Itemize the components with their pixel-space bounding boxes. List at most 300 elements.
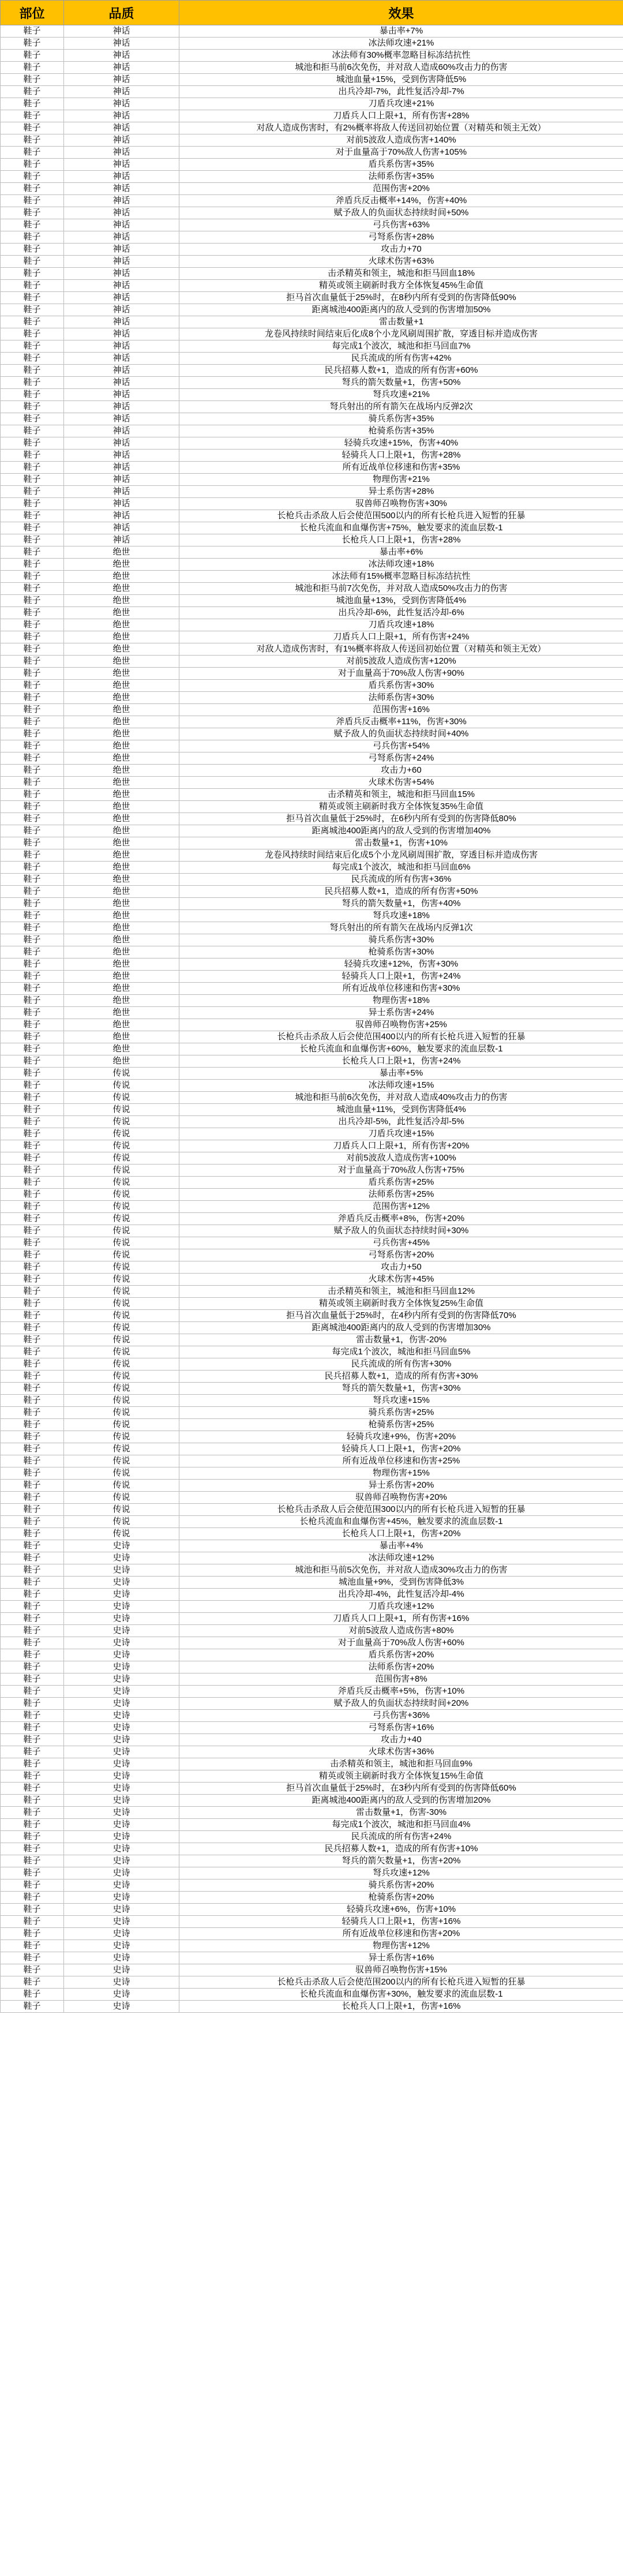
- quality-cell: 史诗: [64, 1540, 179, 1552]
- table-row: [1, 219, 623, 231]
- quality-cell: 史诗: [64, 1649, 179, 1661]
- effect-cell: 枪骑系伤害+35%: [179, 425, 623, 437]
- effect-cell: 轻骑兵人口上限+1，伤害+16%: [179, 1916, 623, 1928]
- quality-cell: 神话: [64, 122, 179, 134]
- effect-cell: 精英或领主刷新时我方全体恢复45%生命值: [179, 280, 623, 292]
- effect-cell: 雷击数量+1，伤害-30%: [179, 1807, 623, 1819]
- quality-cell: 绝世: [64, 619, 179, 631]
- slot-cell: 鞋子: [1, 1734, 64, 1746]
- quality-cell: 神话: [64, 256, 179, 268]
- slot-cell: 鞋子: [1, 25, 64, 38]
- quality-cell: 绝世: [64, 692, 179, 704]
- slot-cell: 鞋子: [1, 219, 64, 231]
- effect-cell: 弩兵的箭矢数量+1，伤害+40%: [179, 898, 623, 910]
- effect-cell: 龙卷风持续时间结束后化成8个小龙风刷周围扩散，穿透目标并造成伤害: [179, 328, 623, 340]
- table-row: [1, 922, 623, 934]
- table-row: [1, 728, 623, 740]
- quality-cell: 神话: [64, 522, 179, 534]
- table-row: [1, 1928, 623, 1940]
- slot-cell: 鞋子: [1, 1225, 64, 1237]
- slot-cell: 鞋子: [1, 752, 64, 765]
- slot-cell: 鞋子: [1, 510, 64, 522]
- effect-cell: 出兵冷却-6%，此性复活冷却-6%: [179, 607, 623, 619]
- table-row: [1, 1940, 623, 1952]
- quality-cell: 神话: [64, 534, 179, 546]
- slot-cell: 鞋子: [1, 1116, 64, 1128]
- table-row: [1, 983, 623, 995]
- effect-cell: 斧盾兵反击概率+14%，伤害+40%: [179, 195, 623, 207]
- quality-cell: 绝世: [64, 656, 179, 668]
- quality-cell: 传说: [64, 1492, 179, 1504]
- slot-cell: 鞋子: [1, 1613, 64, 1625]
- slot-cell: 鞋子: [1, 813, 64, 825]
- effect-cell: 对敌人造成伤害时，有1%概率将敌人传送回初始位置（对精英和领主无效）: [179, 643, 623, 656]
- slot-cell: 鞋子: [1, 740, 64, 752]
- table-row: [1, 377, 623, 389]
- effect-cell: 每完成1个波次，城池和拒马回血6%: [179, 862, 623, 874]
- effect-cell: 枪骑系伤害+25%: [179, 1419, 623, 1431]
- quality-cell: 神话: [64, 74, 179, 86]
- table-row: [1, 1443, 623, 1455]
- effect-cell: 出兵冷却-7%，此性复活冷却-7%: [179, 86, 623, 98]
- effect-cell: 刀盾兵人口上限+1，所有伤害+20%: [179, 1140, 623, 1152]
- slot-cell: 鞋子: [1, 995, 64, 1007]
- quality-cell: 绝世: [64, 922, 179, 934]
- table-row: [1, 328, 623, 340]
- slot-cell: 鞋子: [1, 1019, 64, 1031]
- quality-cell: 绝世: [64, 765, 179, 777]
- slot-cell: 鞋子: [1, 631, 64, 643]
- effect-cell: 拒马首次血量低于25%时，在8秒内所有受到的伤害降低90%: [179, 292, 623, 304]
- effect-cell: 击杀精英和领主，城池和拒马回血9%: [179, 1758, 623, 1770]
- table-row: [1, 1879, 623, 1892]
- table-row: [1, 437, 623, 450]
- effect-cell: 物理伤害+21%: [179, 474, 623, 486]
- slot-cell: 鞋子: [1, 1007, 64, 1019]
- table-row: [1, 704, 623, 716]
- quality-cell: 史诗: [64, 1916, 179, 1928]
- table-row: [1, 656, 623, 668]
- quality-cell: 神话: [64, 98, 179, 110]
- effect-cell: 物理伤害+18%: [179, 995, 623, 1007]
- quality-cell: 史诗: [64, 1589, 179, 1601]
- table-row: [1, 1092, 623, 1104]
- slot-cell: 鞋子: [1, 292, 64, 304]
- slot-cell: 鞋子: [1, 1892, 64, 1904]
- quality-cell: 史诗: [64, 1843, 179, 1855]
- slot-cell: 鞋子: [1, 244, 64, 256]
- slot-cell: 鞋子: [1, 1431, 64, 1443]
- table-row: [1, 25, 623, 38]
- effect-cell: 骑兵系伤害+20%: [179, 1879, 623, 1892]
- slot-cell: 鞋子: [1, 474, 64, 486]
- effect-cell: 驭兽师召唤物伤害+20%: [179, 1492, 623, 1504]
- slot-cell: 鞋子: [1, 1661, 64, 1673]
- slot-cell: 鞋子: [1, 801, 64, 813]
- quality-cell: 史诗: [64, 1601, 179, 1613]
- effect-cell: 范围伤害+8%: [179, 1673, 623, 1686]
- quality-cell: 神话: [64, 38, 179, 50]
- slot-cell: 鞋子: [1, 559, 64, 571]
- table-row: [1, 668, 623, 680]
- effect-cell: 弩兵的箭矢数量+1，伤害+50%: [179, 377, 623, 389]
- slot-cell: 鞋子: [1, 38, 64, 50]
- slot-cell: 鞋子: [1, 1625, 64, 1637]
- header-effect: 效果: [179, 1, 623, 25]
- effect-cell: 异士系伤害+20%: [179, 1480, 623, 1492]
- effect-cell: 每完成1个波次，城池和拒马回血5%: [179, 1346, 623, 1358]
- slot-cell: 鞋子: [1, 656, 64, 668]
- quality-cell: 传说: [64, 1286, 179, 1298]
- table-row: [1, 777, 623, 789]
- slot-cell: 鞋子: [1, 1601, 64, 1613]
- table-row: [1, 607, 623, 619]
- quality-cell: 史诗: [64, 1613, 179, 1625]
- table-row: [1, 1710, 623, 1722]
- effect-cell: 攻击力+60: [179, 765, 623, 777]
- header-quality: 品质: [64, 1, 179, 25]
- slot-cell: 鞋子: [1, 1310, 64, 1322]
- table-row: [1, 1310, 623, 1322]
- table-row: [1, 1213, 623, 1225]
- table-row: [1, 837, 623, 849]
- effect-cell: 城池血量+15%，受到伤害降低5%: [179, 74, 623, 86]
- effect-cell: 对于血量高于70%敌人伤害+90%: [179, 668, 623, 680]
- slot-cell: 鞋子: [1, 946, 64, 958]
- quality-cell: 神话: [64, 474, 179, 486]
- quality-cell: 绝世: [64, 716, 179, 728]
- table-row: [1, 1237, 623, 1249]
- quality-cell: 传说: [64, 1358, 179, 1371]
- quality-cell: 史诗: [64, 1819, 179, 1831]
- quality-cell: 绝世: [64, 837, 179, 849]
- effect-cell: 范围伤害+20%: [179, 183, 623, 195]
- effect-cell: 盾兵系伤害+25%: [179, 1177, 623, 1189]
- effect-cell: 弩兵射出的所有箭矢在战场内反弹1次: [179, 922, 623, 934]
- slot-cell: 鞋子: [1, 1540, 64, 1552]
- table-row: [1, 401, 623, 413]
- slot-cell: 鞋子: [1, 316, 64, 328]
- quality-cell: 神话: [64, 365, 179, 377]
- slot-cell: 鞋子: [1, 1104, 64, 1116]
- slot-cell: 鞋子: [1, 1964, 64, 1976]
- effect-cell: 长枪兵流血和血爆伤害+30%，触发要求的流血层数-1: [179, 1989, 623, 2001]
- effect-cell: 精英或领主刷新时我方全体恢复25%生命值: [179, 1298, 623, 1310]
- quality-cell: 传说: [64, 1395, 179, 1407]
- table-row: [1, 1116, 623, 1128]
- table-row: [1, 1989, 623, 2001]
- table-row: [1, 1346, 623, 1358]
- quality-cell: 绝世: [64, 546, 179, 559]
- effect-cell: 弩兵的箭矢数量+1，伤害+30%: [179, 1383, 623, 1395]
- table-row: [1, 1577, 623, 1589]
- quality-cell: 史诗: [64, 1976, 179, 1989]
- effect-cell: 法师系伤害+25%: [179, 1189, 623, 1201]
- quality-cell: 神话: [64, 462, 179, 474]
- slot-cell: 鞋子: [1, 789, 64, 801]
- slot-cell: 鞋子: [1, 1698, 64, 1710]
- effect-cell: 弩兵射出的所有箭矢在战场内反弹2次: [179, 401, 623, 413]
- table-row: [1, 1152, 623, 1165]
- effect-cell: 民兵流成的所有伤害+36%: [179, 874, 623, 886]
- effect-cell: 长枪兵击杀敌人后会使范围400以内的所有长枪兵进入短暂的狂暴: [179, 1031, 623, 1043]
- slot-cell: 鞋子: [1, 958, 64, 971]
- table-row: [1, 1395, 623, 1407]
- quality-cell: 神话: [64, 292, 179, 304]
- header-slot: 部位: [1, 1, 64, 25]
- table-row: [1, 1358, 623, 1371]
- effect-cell: 火球术伤害+54%: [179, 777, 623, 789]
- effect-cell: 盾兵系伤害+30%: [179, 680, 623, 692]
- table-row: [1, 886, 623, 898]
- slot-cell: 鞋子: [1, 365, 64, 377]
- table-row: [1, 1528, 623, 1540]
- effect-cell: 斧盾兵反击概率+11%，伤害+30%: [179, 716, 623, 728]
- table-row: [1, 1637, 623, 1649]
- effect-cell: 冰法师攻速+21%: [179, 38, 623, 50]
- effect-cell: 弩兵攻速+15%: [179, 1395, 623, 1407]
- table-row: [1, 1807, 623, 1819]
- slot-cell: 鞋子: [1, 1504, 64, 1516]
- effect-cell: 暴击率+6%: [179, 546, 623, 559]
- table-row: [1, 413, 623, 425]
- quality-cell: 传说: [64, 1407, 179, 1419]
- effect-cell: 距离城池400距离内的敌人受到的伤害增加50%: [179, 304, 623, 316]
- table-row: [1, 1419, 623, 1431]
- quality-cell: 神话: [64, 340, 179, 353]
- quality-cell: 传说: [64, 1334, 179, 1346]
- slot-cell: 鞋子: [1, 849, 64, 862]
- table-row: [1, 1892, 623, 1904]
- table-row: [1, 171, 623, 183]
- slot-cell: 鞋子: [1, 765, 64, 777]
- quality-cell: 神话: [64, 171, 179, 183]
- effect-cell: 赋予敌人的负面状态持续时间+50%: [179, 207, 623, 219]
- quality-cell: 绝世: [64, 777, 179, 789]
- effect-cell: 轻骑兵人口上限+1，伤害+24%: [179, 971, 623, 983]
- slot-cell: 鞋子: [1, 898, 64, 910]
- quality-cell: 绝世: [64, 958, 179, 971]
- quality-cell: 传说: [64, 1213, 179, 1225]
- effect-cell: 法师系伤害+30%: [179, 692, 623, 704]
- quality-cell: 绝世: [64, 1019, 179, 1031]
- table-row: [1, 971, 623, 983]
- slot-cell: 鞋子: [1, 1249, 64, 1261]
- quality-cell: 绝世: [64, 898, 179, 910]
- table-row: [1, 110, 623, 122]
- slot-cell: 鞋子: [1, 1516, 64, 1528]
- effect-cell: 对前5波敌人造成伤害+80%: [179, 1625, 623, 1637]
- effect-cell: 出兵冷却-5%，此性复活冷却-5%: [179, 1116, 623, 1128]
- table-row: [1, 304, 623, 316]
- slot-cell: 鞋子: [1, 413, 64, 425]
- effect-cell: 对于血量高于70%敌人伤害+60%: [179, 1637, 623, 1649]
- table-row: [1, 571, 623, 583]
- table-row: [1, 1007, 623, 1019]
- effect-cell: 弩兵攻速+12%: [179, 1867, 623, 1879]
- slot-cell: 鞋子: [1, 1819, 64, 1831]
- table-row: [1, 38, 623, 50]
- slot-cell: 鞋子: [1, 1928, 64, 1940]
- slot-cell: 鞋子: [1, 1710, 64, 1722]
- table-row: [1, 122, 623, 134]
- effect-cell: 城池和拒马前6次免伤，并对敌人造成60%攻击力的伤害: [179, 62, 623, 74]
- table-row: [1, 195, 623, 207]
- effect-cell: 雷击数量+1，伤害-20%: [179, 1334, 623, 1346]
- table-row: [1, 874, 623, 886]
- quality-cell: 史诗: [64, 1940, 179, 1952]
- effect-cell: 范围伤害+16%: [179, 704, 623, 716]
- slot-cell: 鞋子: [1, 1879, 64, 1892]
- quality-cell: 传说: [64, 1298, 179, 1310]
- table-row: [1, 1455, 623, 1467]
- effect-cell: 民兵流成的所有伤害+24%: [179, 1831, 623, 1843]
- slot-cell: 鞋子: [1, 1770, 64, 1783]
- effect-cell: 斧盾兵反击概率+8%，伤害+20%: [179, 1213, 623, 1225]
- table-body: [1, 25, 623, 2013]
- quality-cell: 神话: [64, 377, 179, 389]
- table-row: [1, 692, 623, 704]
- quality-cell: 绝世: [64, 849, 179, 862]
- quality-cell: 传说: [64, 1274, 179, 1286]
- effect-cell: 对敌人造成伤害时，有2%概率将敌人传送回初始位置（对精英和领主无效）: [179, 122, 623, 134]
- quality-cell: 史诗: [64, 1964, 179, 1976]
- slot-cell: 鞋子: [1, 1480, 64, 1492]
- slot-cell: 鞋子: [1, 1080, 64, 1092]
- quality-cell: 传说: [64, 1528, 179, 1540]
- slot-cell: 鞋子: [1, 1649, 64, 1661]
- slot-cell: 鞋子: [1, 1189, 64, 1201]
- effect-cell: 刀盾兵人口上限+1，所有伤害+28%: [179, 110, 623, 122]
- effect-cell: 所有近战单位移速和伤害+30%: [179, 983, 623, 995]
- quality-cell: 传说: [64, 1455, 179, 1467]
- slot-cell: 鞋子: [1, 619, 64, 631]
- slot-cell: 鞋子: [1, 1322, 64, 1334]
- table-row: [1, 353, 623, 365]
- slot-cell: 鞋子: [1, 862, 64, 874]
- quality-cell: 神话: [64, 147, 179, 159]
- quality-cell: 神话: [64, 437, 179, 450]
- effect-cell: 攻击力+70: [179, 244, 623, 256]
- table-row: [1, 486, 623, 498]
- effect-cell: 民兵招募人数+1，造成的所有伤害+30%: [179, 1371, 623, 1383]
- table-row: [1, 340, 623, 353]
- quality-cell: 史诗: [64, 1577, 179, 1589]
- effect-cell: 城池血量+13%，受到伤害降低4%: [179, 595, 623, 607]
- slot-cell: 鞋子: [1, 86, 64, 98]
- table-row: [1, 595, 623, 607]
- slot-cell: 鞋子: [1, 1843, 64, 1855]
- slot-cell: 鞋子: [1, 825, 64, 837]
- slot-cell: 鞋子: [1, 1177, 64, 1189]
- effect-cell: 冰法师攻速+12%: [179, 1552, 623, 1564]
- table-row: [1, 50, 623, 62]
- effect-cell: 雷击数量+1，伤害+10%: [179, 837, 623, 849]
- effect-cell: 法师系伤害+20%: [179, 1661, 623, 1673]
- table-row: [1, 1480, 623, 1492]
- table-row: [1, 1492, 623, 1504]
- effect-cell: 距离城池400距离内的敌人受到的伤害增加20%: [179, 1795, 623, 1807]
- table-row: [1, 1249, 623, 1261]
- effect-cell: 拒马首次血量低于25%时，在4秒内所有受到的伤害降低70%: [179, 1310, 623, 1322]
- quality-cell: 绝世: [64, 728, 179, 740]
- table-row: [1, 946, 623, 958]
- table-row: [1, 1552, 623, 1564]
- table-row: [1, 498, 623, 510]
- slot-cell: 鞋子: [1, 256, 64, 268]
- effect-cell: 赋予敌人的负面状态持续时间+30%: [179, 1225, 623, 1237]
- effect-cell: 冰法师攻速+18%: [179, 559, 623, 571]
- quality-cell: 神话: [64, 62, 179, 74]
- effect-cell: 长枪兵流血和血爆伤害+75%，触发要求的流血层数-1: [179, 522, 623, 534]
- table-row: [1, 813, 623, 825]
- table-row: [1, 1952, 623, 1964]
- quality-cell: 传说: [64, 1249, 179, 1261]
- table-row: [1, 958, 623, 971]
- table-row: [1, 934, 623, 946]
- effect-cell: 轻骑兵攻速+9%，伤害+20%: [179, 1431, 623, 1443]
- quality-cell: 绝世: [64, 946, 179, 958]
- effect-cell: 长枪兵击杀敌人后会使范围500以内的所有长枪兵进入短暂的狂暴: [179, 510, 623, 522]
- table-row: [1, 365, 623, 377]
- slot-cell: 鞋子: [1, 1346, 64, 1358]
- slot-cell: 鞋子: [1, 1358, 64, 1371]
- table-row: [1, 1746, 623, 1758]
- quality-cell: 绝世: [64, 1055, 179, 1068]
- quality-cell: 传说: [64, 1480, 179, 1492]
- slot-cell: 鞋子: [1, 50, 64, 62]
- slot-cell: 鞋子: [1, 1031, 64, 1043]
- slot-cell: 鞋子: [1, 1783, 64, 1795]
- table-row: [1, 316, 623, 328]
- slot-cell: 鞋子: [1, 1528, 64, 1540]
- table-row: [1, 789, 623, 801]
- slot-cell: 鞋子: [1, 268, 64, 280]
- quality-cell: 传说: [64, 1346, 179, 1358]
- quality-cell: 史诗: [64, 1807, 179, 1819]
- quality-cell: 神话: [64, 280, 179, 292]
- effect-cell: 法师系伤害+35%: [179, 171, 623, 183]
- table-row: [1, 546, 623, 559]
- slot-cell: 鞋子: [1, 401, 64, 413]
- effect-cell: 轻骑兵攻速+15%，伤害+40%: [179, 437, 623, 450]
- effect-cell: 所有近战单位移速和伤害+20%: [179, 1928, 623, 1940]
- effect-cell: 城池和拒马前6次免伤，并对敌人造成40%攻击力的伤害: [179, 1092, 623, 1104]
- table-row: [1, 256, 623, 268]
- quality-cell: 绝世: [64, 740, 179, 752]
- quality-cell: 史诗: [64, 1746, 179, 1758]
- table-row: [1, 1371, 623, 1383]
- slot-cell: 鞋子: [1, 425, 64, 437]
- quality-cell: 传说: [64, 1068, 179, 1080]
- table-row: [1, 898, 623, 910]
- slot-cell: 鞋子: [1, 304, 64, 316]
- effect-cell: 驭兽师召唤物伤害+30%: [179, 498, 623, 510]
- slot-cell: 鞋子: [1, 728, 64, 740]
- quality-cell: 神话: [64, 425, 179, 437]
- slot-cell: 鞋子: [1, 1916, 64, 1928]
- effect-cell: 距离城池400距离内的敌人受到的伤害增加40%: [179, 825, 623, 837]
- table-row: [1, 534, 623, 546]
- effect-cell: 民兵招募人数+1，造成的所有伤害+10%: [179, 1843, 623, 1855]
- effect-cell: 驭兽师召唤物伤害+15%: [179, 1964, 623, 1976]
- quality-cell: 传说: [64, 1152, 179, 1165]
- effect-cell: 对前5波敌人造成伤害+140%: [179, 134, 623, 147]
- table-row: [1, 1819, 623, 1831]
- quality-cell: 绝世: [64, 886, 179, 898]
- table-row: [1, 1225, 623, 1237]
- effect-cell: 暴击率+5%: [179, 1068, 623, 1080]
